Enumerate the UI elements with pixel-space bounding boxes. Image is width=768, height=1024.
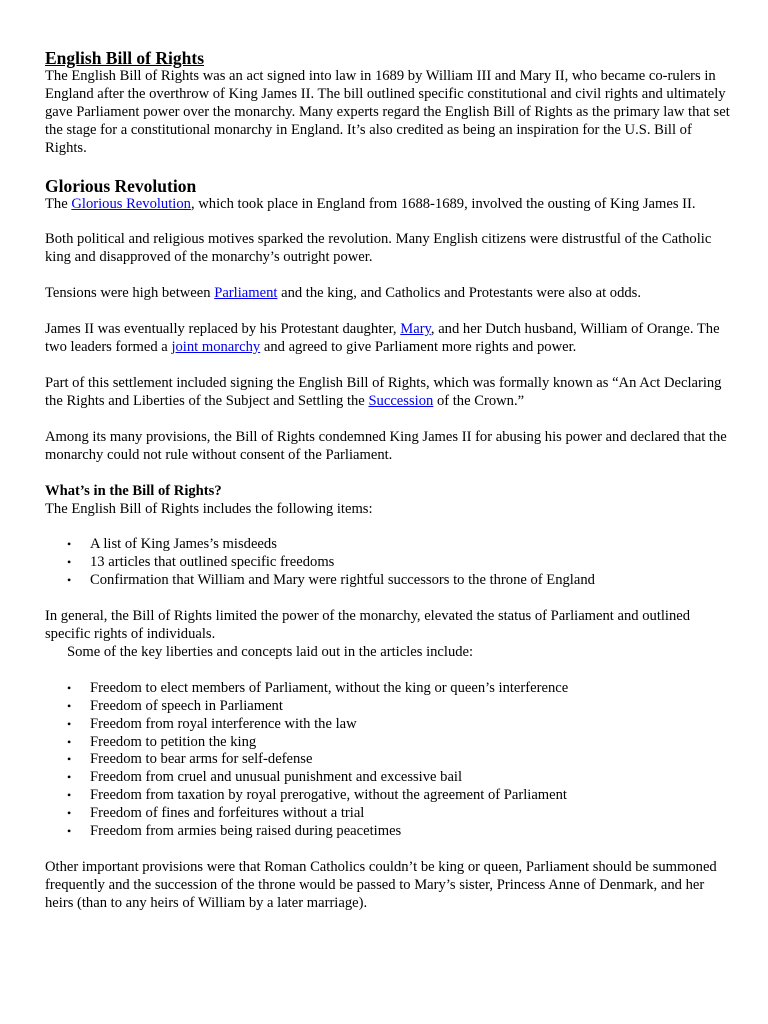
text-fragment: James II was eventually replaced by his Protestant daughter, xyxy=(45,321,401,338)
list-item xyxy=(45,805,735,823)
spacer xyxy=(45,411,735,429)
bullet-icon: • xyxy=(67,698,72,713)
spacer xyxy=(45,662,735,680)
spacer xyxy=(45,213,735,231)
link-succession[interactable]: Succession xyxy=(368,392,434,409)
settlement-paragraph xyxy=(45,375,735,411)
list-item-text: Freedom of speech in Parliament xyxy=(90,697,283,714)
list-item-text: Freedom of fines and forfeitures without a trial xyxy=(90,805,365,822)
list-item-text: Freedom from royal interference with the law xyxy=(90,715,357,732)
text-fragment: Part of this settlement included signing the English Bill of Rights, which was formally known as “An Act Declaring the Rights and Liberties of the Subject and Settling the xyxy=(45,374,722,409)
glorious-revolution-paragraph xyxy=(45,196,735,214)
text-fragment: Tensions were high between xyxy=(45,285,215,302)
text-fragment: , which took place in England from 1688-1689, involved the ousting of King James II. xyxy=(190,195,696,212)
motives-paragraph: Both political and religious motives sparked the revolution. Many English citizens were distrustful of the Catholic king and disapproved of the monarchy’s outright power. xyxy=(45,231,712,266)
bullet-icon: • xyxy=(67,537,72,552)
list-item-text: A list of King James’s misdeeds xyxy=(90,536,277,553)
list-item-text: Freedom to bear arms for self-defense xyxy=(90,751,313,768)
closing-paragraph: Other important provisions were that Roman Catholics couldn’t be king or queen, Parliament should be summoned frequently and the succession of the throne would be passed to Mary’s sister, Princess Anne of Denmark, and her heirs (than to any heirs of William by a later marriage). xyxy=(45,859,717,911)
james-replaced-paragraph xyxy=(45,321,735,357)
list-item xyxy=(45,554,735,572)
document-page xyxy=(45,48,735,913)
spacer xyxy=(45,518,735,536)
list-item-text: Freedom from armies being raised during peacetimes xyxy=(90,823,402,840)
text-fragment: and the king, and Catholics and Protestants were also at odds. xyxy=(277,285,641,302)
bullet-icon: • xyxy=(67,573,72,588)
list-item xyxy=(45,823,735,841)
bullet-icon: • xyxy=(67,752,72,767)
bullet-icon: • xyxy=(67,824,72,839)
tensions-paragraph xyxy=(45,285,735,303)
list-item xyxy=(45,751,735,769)
spacer xyxy=(45,590,735,608)
list-item-text: Freedom from taxation by royal prerogative, without the agreement of Parliament xyxy=(90,787,567,804)
list-item xyxy=(45,734,735,752)
text-fragment: The xyxy=(45,195,72,212)
spacer xyxy=(45,267,735,285)
bullet-icon: • xyxy=(67,788,72,803)
list-item-text: Freedom to elect members of Parliament, without the king or queen’s interference xyxy=(90,679,569,696)
spacer xyxy=(45,303,735,321)
list-item xyxy=(45,536,735,554)
link-parliament[interactable]: Parliament xyxy=(214,285,278,302)
text-fragment: of the Crown.” xyxy=(433,392,525,409)
list-item-text: Confirmation that William and Mary were rightful successors to the throne of England xyxy=(90,572,595,589)
link-mary[interactable]: Mary xyxy=(400,321,431,338)
list-item xyxy=(45,572,735,590)
items-intro: The English Bill of Rights includes the following items: xyxy=(45,500,373,517)
link-glorious-revolution[interactable]: Glorious Revolution xyxy=(71,195,191,212)
link-joint-monarchy[interactable]: joint monarchy xyxy=(171,339,261,356)
bullet-icon: • xyxy=(67,734,72,749)
list-item xyxy=(45,716,735,734)
provisions-paragraph: Among its many provisions, the Bill of Rights condemned King James II for abusing his power and declared that the monarchy could not rule without consent of the Parliament. xyxy=(45,428,727,463)
list-item xyxy=(45,769,735,787)
liberties-list xyxy=(45,680,735,841)
bullet-icon: • xyxy=(67,770,72,785)
bullet-icon: • xyxy=(67,680,72,695)
intro-paragraph: The English Bill of Rights was an act signed into law in 1689 by William III and Mary II, who became co-rulers in England after the overthrow of King James II. The bill outlined specific constitutional and civil rights and ultimately gave Parliament power over the monarchy. Many experts regard the English Bill of Rights as the primary law that set the stage for a constitutional monarchy in England. It’s also credited as being an inspiration for the U.S. Bill of Rights. xyxy=(45,68,730,156)
spacer xyxy=(45,158,735,176)
list-item-text: 13 articles that outlined specific freedoms xyxy=(90,554,335,571)
spacer xyxy=(45,465,735,483)
liberties-intro: Some of the key liberties and concepts laid out in the articles include: xyxy=(67,643,474,660)
section-subheading-whats-in-bill: What’s in the Bill of Rights? xyxy=(45,482,222,499)
list-item xyxy=(45,698,735,716)
items-list xyxy=(45,536,735,590)
text-fragment: , and her Dutch husband, William of Orange. The two leaders formed a xyxy=(45,321,720,356)
list-item xyxy=(45,787,735,805)
list-item-text: Freedom from cruel and unusual punishment and excessive bail xyxy=(90,769,463,786)
text-fragment: and agreed to give Parliament more rights and power. xyxy=(260,339,577,356)
bullet-icon: • xyxy=(67,806,72,821)
spacer xyxy=(45,841,735,859)
bullet-icon: • xyxy=(67,555,72,570)
general-paragraph: In general, the Bill of Rights limited the power of the monarchy, elevated the status of Parliament and outlined specific rights of individuals. xyxy=(45,608,691,643)
bullet-icon: • xyxy=(67,716,72,731)
page-title: English Bill of Rights xyxy=(45,48,205,68)
spacer xyxy=(45,357,735,375)
list-item-text: Freedom to petition the king xyxy=(90,733,257,750)
list-item xyxy=(45,680,735,698)
section-heading-glorious-revolution: Glorious Revolution xyxy=(45,175,197,196)
